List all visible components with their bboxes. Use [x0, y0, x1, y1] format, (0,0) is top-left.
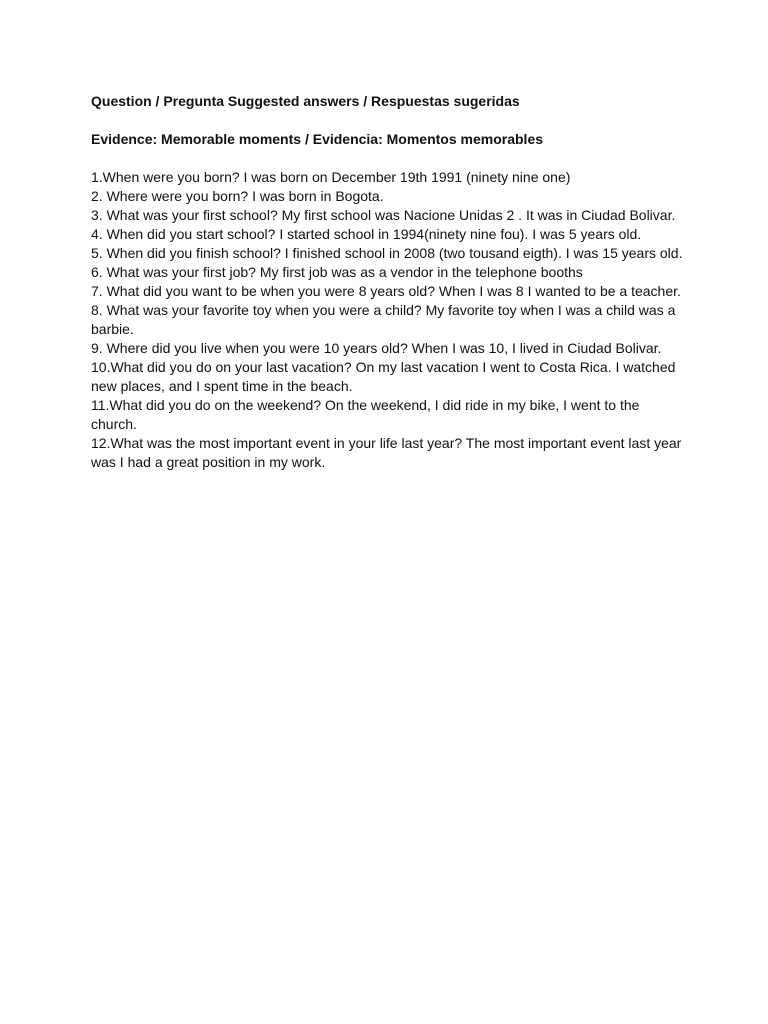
- qa-item-12: 12.What was the most important event in your life last year? The most important event last year was I had a great position in my work.: [91, 435, 682, 470]
- qa-item-3: 3. What was your first school? My first school was Nacione Unidas 2 . It was in Ciudad Bolivar.: [91, 207, 676, 223]
- question-answer-header: Question / Pregunta Suggested answers / Respuestas sugeridas: [91, 93, 520, 109]
- qa-item-7: 7. What did you want to be when you were 8 years old? When I was 8 I wanted to be a teacher.: [91, 283, 681, 299]
- qa-item-1: 1.When were you born? I was born on December 19th 1991 (ninety nine one): [91, 169, 571, 185]
- qa-item-2: 2. Where were you born? I was born in Bogota.: [91, 188, 384, 204]
- evidence-title: Evidence: Memorable moments / Evidencia: Momentos memorables: [91, 131, 544, 147]
- qa-item-8: 8. What was your favorite toy when you were a child? My favorite toy when I was a child was a barbie.: [91, 302, 676, 337]
- question-answer-list: [91, 168, 686, 472]
- qa-item-4: 4. When did you start school? I started school in 1994(ninety nine fou). I was 5 years old.: [91, 226, 642, 242]
- qa-item-11: 11.What did you do on the weekend? On the weekend, I did ride in my bike, I went to the church.: [91, 397, 640, 432]
- qa-item-10: 10.What did you do on your last vacation? On my last vacation I went to Costa Rica. I watched new places, and I spent time in the beach.: [91, 359, 676, 394]
- qa-item-6: 6. What was your first job? My first job was as a vendor in the telephone booths: [91, 264, 583, 280]
- qa-item-5: 5. When did you finish school? I finished school in 2008 (two tousand eigth). I was 15 years old.: [91, 245, 683, 261]
- document-content: [91, 92, 686, 472]
- qa-item-9: 9. Where did you live when you were 10 years old? When I was 10, I lived in Ciudad Bolivar.: [91, 340, 662, 356]
